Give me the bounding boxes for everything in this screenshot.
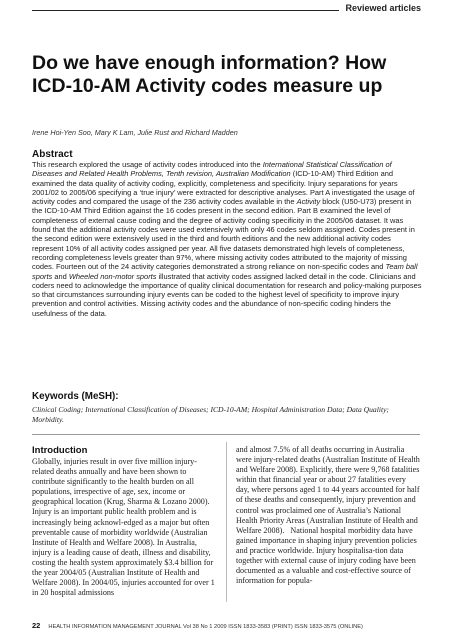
abstract-text-3: block (U50-U73) present in the ICD-10-AM Third Edition against the 16 codes present in the second edition. Part B examined the level of completeness of external cause coding and the degree of activity coding specificity in the 2005/06 dataset. It was found that the additional activity codes were used extensively with only 46 codes seldom assigned. Codes present in the second edition were extensively used in the third and fourth editions and the new additional activity codes represent 10% of all activity codes assigned per year. All five datasets demonstrated high levels of completeness, recording completeness levels greater than 97%, where missing activity codes attributed to the majority of missing codes. Fourteen out of the 24 activity categories demonstrated a strong reliance on non-specific codes and — [32, 197, 415, 272]
article-title: Do we have enough information? How ICD-10-AM Activity codes measure up — [32, 52, 387, 97]
introduction-heading: Introduction — [32, 445, 88, 456]
abstract-italic-3: Team ball sports — [32, 262, 418, 281]
keywords-heading: Keywords (MeSH): — [32, 391, 119, 402]
abstract-text-2: (ICD-10-AM) Third Edition and examined the data quality of activity coding, explicitly, completeness and specificity. Injury separations for years 2001/02 to 2005/06 specifying a ‘true injury’ were extracted for descriptive analyses. Part A investigated the usage of activity codes and compared the usage of the 236 activity codes available in the — [32, 169, 415, 207]
body-column-left — [32, 445, 216, 598]
section-label: Reviewed articles — [339, 3, 421, 13]
abstract-body — [32, 160, 423, 318]
abstract-italic-4: Wheeled non-motor sports — [68, 271, 157, 281]
body-column-right — [236, 445, 420, 586]
article-authors: Irene Hoi-Yen Soo, Mary K Lam, Julie Rust and Richard Madden — [32, 128, 238, 137]
abstract-heading: Abstract — [32, 149, 73, 160]
abstract-text-4: and — [52, 271, 69, 281]
abstract-italic-1: International Statistical Classification of Diseases and Related Health Problems, Tenth revision, Australian Modification — [32, 160, 392, 179]
journal-citation: HEALTH INFORMATION MANAGEMENT JOURNAL Vol 38 No 1 2009 ISSN 1833-3583 (PRINT) ISSN 1833-3575 (ONLINE) — [48, 624, 363, 630]
column-divider — [226, 442, 227, 602]
page-number: 22 — [32, 621, 41, 630]
section-header — [0, 0, 453, 40]
abstract-text-1: This research explored the usage of activity codes introduced into the — [32, 160, 263, 169]
keywords-text: Clinical Coding; International Classification of Diseases; ICD-10-AM; Hospital Administration Data; Data Quality; Morbidity. — [32, 405, 389, 424]
introduction-paragraph-right: and almost 7.5% of all deaths occurring in Australia were injury-related deaths (Australian Institute of Health and Welfare 2008). Explicitly, there were 9,768 fatalities within that financial year or about 27 fatalities every day, where persons aged 1 to 44 years accounted for half of these deaths and consequently, injury prevention and control was proclaimed one of Australia’s National Health Priority Areas (Australian Institute of Health and Welfare 2008). National hospital morbidity data have gained importance in shaping injury prevention policies and practice worldwide. Injury hospitalisa-tion data together with external cause of injury coding have been documented as a valuable and cost-effective source of information for popula- — [236, 445, 420, 586]
abstract-text-5: illustrated that activity codes assigned lacked detail in the code. Clinicians and coders need to acknowledge the importance of quality clinical documentation for research and policy-making purposes so that circumstances surrounding injury events can be coded to the highest level of specificity to improve injury prevention and control activities. Missing activity codes and the abundance of non-specific coding hinders the usefulness of the data. — [32, 271, 422, 318]
abstract-italic-2: Activity — [296, 197, 321, 207]
page-footer — [32, 621, 422, 630]
introduction-paragraph-left: Globally, injuries result in over five million injury-related deaths annually and have been shown to contribute significantly to the health burden on all populations, irrespective of age, sex, income or geographical location (Krug, Sharma & Lozano 2000). Injury is an important public health problem and is increasingly being acknowl-edged as a major but often preventable cause of morbidity worldwide (Australian Institute of Health and Welfare 2008). In Australia, injury is a leading cause of death, illness and disability, costing the health system approximately $3.4 billion for the year 2004/05 (Australian Institute of Health and Welfare 2008). In 2004/05, injuries accounted for over 1 in 20 hospital admissions — [32, 457, 215, 598]
section-divider — [32, 434, 420, 435]
